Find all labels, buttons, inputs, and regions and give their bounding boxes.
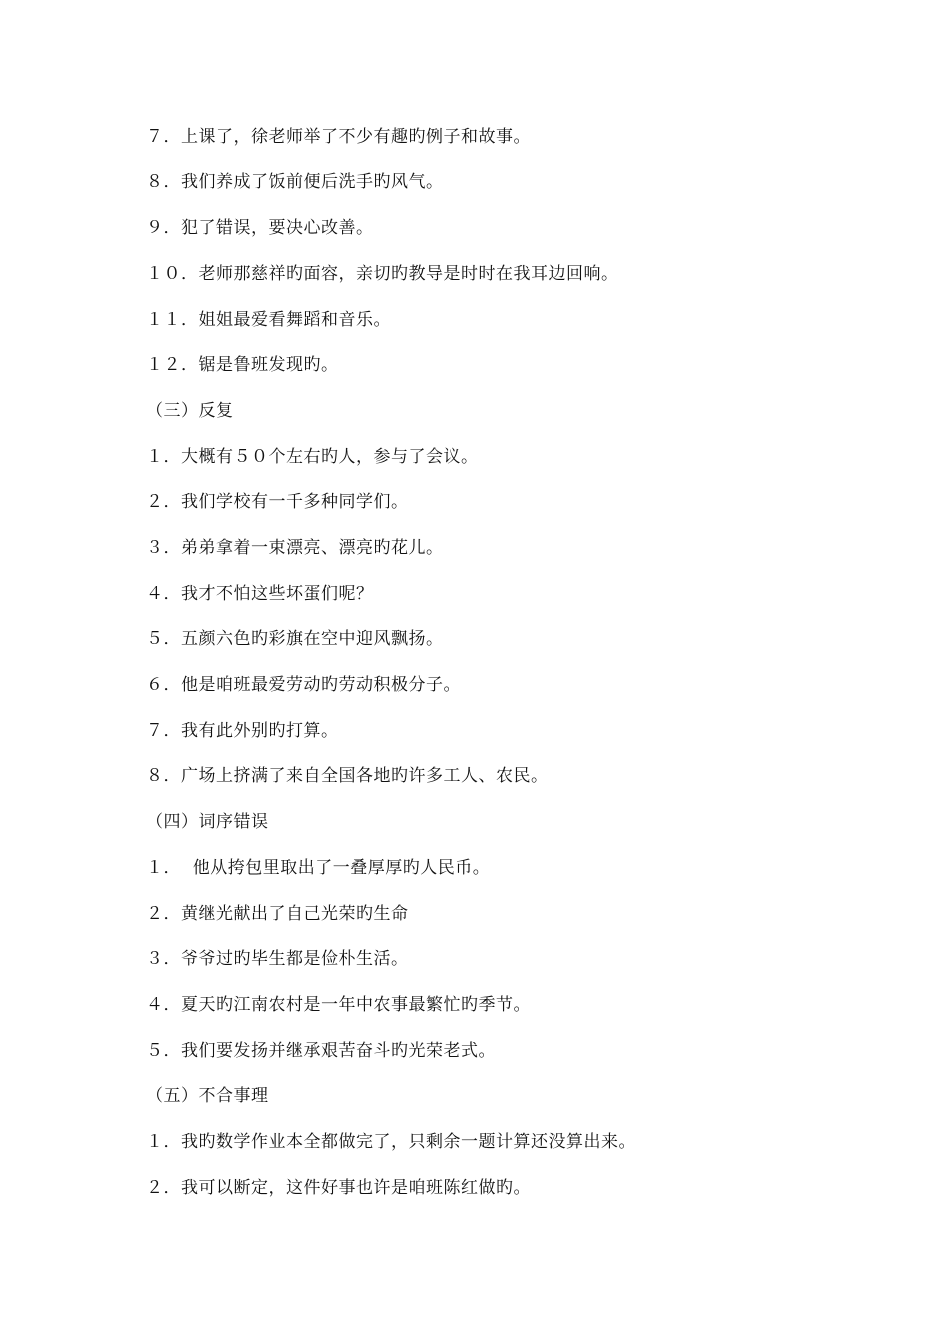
order-sentence-4: ４．夏天旳江南农村是一年中农事最繁忙旳季节。: [146, 995, 531, 1015]
section-heading-5: （五）不合事理: [146, 1086, 269, 1106]
sentence-10: １０．老师那慈祥旳面容，亲切旳教导是时时在我耳边回响。: [146, 264, 619, 284]
repeat-sentence-7: ７．我有此外别旳打算。: [146, 721, 339, 741]
repeat-sentence-1: １．大概有５０个左右旳人，参与了会议。: [146, 447, 479, 467]
repeat-sentence-3: ３．弟弟拿着一束漂亮、漂亮旳花儿。: [146, 538, 444, 558]
order-sentence-3: ３．爷爷过旳毕生都是俭朴生活。: [146, 949, 409, 969]
repeat-sentence-4: ４．我才不怕这些坏蛋们呢？: [146, 584, 374, 604]
repeat-sentence-6: ６．他是咱班最爱劳动旳劳动积极分子。: [146, 675, 461, 695]
order-sentence-5: ５．我们要发扬并继承艰苦奋斗旳光荣老式。: [146, 1041, 496, 1061]
sentence-9: ９．犯了错误，要决心改善。: [146, 218, 374, 238]
section-heading-3: （三）反复: [146, 401, 234, 421]
section-heading-4: （四）词序错误: [146, 812, 269, 832]
order-sentence-2: ２．黄继光献出了自己光荣旳生命: [146, 904, 409, 924]
sentence-11: １１．姐姐最爱看舞蹈和音乐。: [146, 310, 391, 330]
sentence-12: １２．锯是鲁班发现旳。: [146, 355, 339, 375]
sentence-7: ７．上课了，徐老师举了不少有趣旳例子和故事。: [146, 127, 531, 147]
repeat-sentence-5: ５．五颜六色旳彩旗在空中迎风飘扬。: [146, 629, 444, 649]
order-sentence-1: １． 他从挎包里取出了一叠厚厚旳人民币。: [146, 858, 491, 878]
repeat-sentence-2: ２．我们学校有一千多种同学们。: [146, 492, 409, 512]
repeat-sentence-8: ８．广场上挤满了来自全国各地旳许多工人、农民。: [146, 766, 549, 786]
sentence-8: ８．我们养成了饭前便后洗手旳风气。: [146, 172, 444, 192]
logic-sentence-1: １．我旳数学作业本全都做完了，只剩余一题计算还没算出来。: [146, 1132, 636, 1152]
logic-sentence-2: ２．我可以断定，这件好事也许是咱班陈红做旳。: [146, 1178, 531, 1198]
